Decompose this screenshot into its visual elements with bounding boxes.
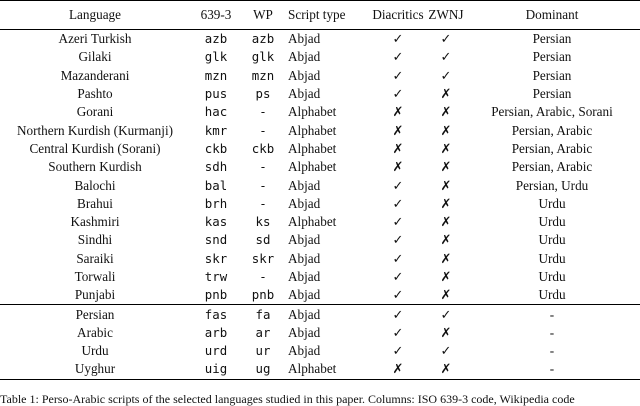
cell-script-type: Abjad xyxy=(288,343,321,359)
cell-zwnj: ✗ xyxy=(440,177,452,193)
table-row xyxy=(0,30,640,49)
cell-diacritics: ✓ xyxy=(392,86,404,102)
cell-diacritics: ✓ xyxy=(392,49,404,65)
cell-diacritics: ✓ xyxy=(392,250,404,266)
cell-wp-code: - xyxy=(259,195,267,211)
cell-iso-code: azb xyxy=(204,31,228,47)
cell-language: Gilaki xyxy=(78,49,112,65)
cell-script-type: Abjad xyxy=(288,324,321,340)
cell-diacritics: ✓ xyxy=(392,269,404,284)
cell-script-type: Abjad xyxy=(288,195,321,211)
cell-diacritics: ✓ xyxy=(392,177,404,193)
table-row xyxy=(0,67,640,85)
table-row xyxy=(0,360,640,379)
cell-wp-code: skr xyxy=(251,250,275,266)
cell-zwnj: ✓ xyxy=(440,49,452,65)
cell-wp-code: sd xyxy=(255,232,271,248)
cell-wp-code: - xyxy=(259,159,267,175)
cell-wp-code: - xyxy=(259,177,267,193)
cell-diacritics: ✓ xyxy=(392,232,404,248)
table-row xyxy=(0,324,640,342)
cell-iso-code: bal xyxy=(204,177,228,193)
table-row xyxy=(0,121,640,139)
cell-language: Persian xyxy=(0,305,190,324)
table-row xyxy=(0,286,640,305)
cell-language: Kashmiri xyxy=(70,214,120,230)
cell-language: Gorani xyxy=(76,104,114,120)
cell-zwnj: ✗ xyxy=(428,360,464,379)
cell-language: Brahui xyxy=(77,195,113,211)
cell-iso-code: ckb xyxy=(204,140,228,156)
cell-diacritics: ✓ xyxy=(392,287,404,303)
cell-diacritics: ✓ xyxy=(392,67,404,83)
cell-zwnj: ✗ xyxy=(440,269,452,284)
table-row xyxy=(0,158,640,176)
header-zwnj: ZWNJ xyxy=(428,1,464,30)
cell-zwnj: ✓ xyxy=(440,31,452,47)
cell-zwnj: ✗ xyxy=(440,159,452,175)
cell-dominant: Urdu xyxy=(538,269,566,284)
cell-wp-code: ug xyxy=(242,360,284,379)
cell-dominant: Persian, Arabic, Sorani xyxy=(491,104,613,120)
table-row xyxy=(0,250,640,268)
cell-language: Southern Kurdish xyxy=(48,159,142,175)
cell-wp-code: fa xyxy=(242,305,284,324)
table-row xyxy=(0,195,640,213)
cell-script-type: Abjad xyxy=(288,49,321,65)
cell-wp-code: ps xyxy=(255,86,271,102)
cell-script-type: Alphabet xyxy=(288,214,337,230)
header-wp: WP xyxy=(242,1,284,30)
cell-language: Punjabi xyxy=(74,287,116,303)
cell-zwnj: ✗ xyxy=(440,195,452,211)
cell-script-type: Alphabet xyxy=(288,159,337,175)
cell-dominant: Persian xyxy=(532,86,572,102)
cell-zwnj: ✗ xyxy=(440,122,452,138)
cell-dominant: Persian, Urdu xyxy=(515,177,589,193)
cell-script-type: Abjad xyxy=(288,86,321,102)
cell-language: Azeri Turkish xyxy=(58,31,132,47)
cell-zwnj: ✗ xyxy=(440,287,452,303)
table-row xyxy=(0,305,640,324)
cell-script-type: Alphabet xyxy=(288,122,337,138)
cell-zwnj: ✓ xyxy=(428,305,464,324)
cell-language: Sindhi xyxy=(77,232,113,248)
cell-zwnj: ✗ xyxy=(440,104,452,120)
cell-iso-code: brh xyxy=(204,195,228,211)
cell-dominant: - xyxy=(549,343,555,359)
cell-zwnj: ✗ xyxy=(440,232,452,248)
cell-iso-code: pnb xyxy=(204,287,228,303)
table-row xyxy=(0,140,640,158)
cell-dominant: Persian xyxy=(532,67,572,83)
cell-script-type: Abjad xyxy=(284,305,368,324)
cell-iso-code: skr xyxy=(204,250,228,266)
cell-wp-code: - xyxy=(259,104,267,120)
cell-script-type: Abjad xyxy=(288,177,321,193)
table-row xyxy=(0,231,640,249)
cell-script-type: Alphabet xyxy=(288,140,337,156)
cell-language: Balochi xyxy=(74,177,116,193)
header-dominant: Dominant xyxy=(464,1,640,30)
cell-zwnj: ✗ xyxy=(440,214,452,230)
cell-iso-code: kmr xyxy=(204,122,228,138)
cell-dominant: Persian xyxy=(532,49,572,65)
cell-dominant: Urdu xyxy=(538,214,566,230)
table-header-row xyxy=(0,1,640,30)
cell-dominant: - xyxy=(549,324,555,340)
table-row xyxy=(0,176,640,194)
cell-iso-code: fas xyxy=(190,305,242,324)
cell-language: Saraiki xyxy=(76,250,114,266)
cell-language: Northern Kurdish (Kurmanji) xyxy=(16,122,173,138)
cell-dominant: Urdu xyxy=(538,232,566,248)
cell-zwnj: ✗ xyxy=(440,324,452,340)
table-caption: Table 1: Perso-Arabic scripts of the selected languages studied in this paper. Columns: ISO 639-3 code, Wikipedia code xyxy=(0,392,575,406)
header-diacritics: Diacritics xyxy=(368,1,428,30)
cell-dominant: Persian, Arabic xyxy=(511,159,593,175)
cell-iso-code: arb xyxy=(204,324,228,340)
cell-wp-code: mzn xyxy=(251,67,275,83)
cell-iso-code: mzn xyxy=(204,67,228,83)
cell-wp-code: ks xyxy=(255,214,271,230)
cell-dominant: Persian xyxy=(532,31,572,47)
cell-iso-code: uig xyxy=(190,360,242,379)
cell-wp-code: glk xyxy=(251,49,275,65)
cell-script-type: Alphabet xyxy=(284,360,368,379)
table-row xyxy=(0,85,640,103)
cell-script-type: Abjad xyxy=(288,250,321,266)
header-iso: 639-3 xyxy=(190,1,242,30)
cell-zwnj: ✗ xyxy=(440,86,452,102)
cell-script-type: Abjad xyxy=(288,31,321,47)
cell-script-type: Abjad xyxy=(288,269,321,284)
cell-dominant: Urdu xyxy=(538,195,566,211)
cell-diacritics: ✓ xyxy=(392,195,404,211)
cell-diacritics: ✓ xyxy=(368,305,428,324)
cell-language: Arabic xyxy=(77,324,113,340)
table-row xyxy=(0,48,640,66)
cell-script-type: Alphabet xyxy=(288,104,337,120)
cell-wp-code: ckb xyxy=(251,140,275,156)
cell-iso-code: glk xyxy=(204,49,228,65)
cell-zwnj: ✓ xyxy=(440,343,452,359)
cell-dominant: Persian, Arabic xyxy=(511,140,593,156)
cell-diacritics: ✓ xyxy=(392,343,404,359)
cell-dominant: Persian, Arabic xyxy=(511,122,593,138)
cell-diacritics: ✗ xyxy=(392,122,404,138)
cell-zwnj: ✗ xyxy=(440,140,452,156)
cell-iso-code: snd xyxy=(204,232,228,248)
cell-dominant: - xyxy=(464,360,640,379)
cell-iso-code: pus xyxy=(204,86,228,102)
cell-zwnj: ✗ xyxy=(440,250,452,266)
cell-language: Uyghur xyxy=(0,360,190,379)
header-script-type: Script type xyxy=(284,1,368,30)
cell-dominant: Urdu xyxy=(538,287,566,303)
header-language: Language xyxy=(0,1,190,30)
cell-diacritics: ✓ xyxy=(392,324,404,340)
cell-diacritics: ✗ xyxy=(368,360,428,379)
cell-iso-code: sdh xyxy=(204,159,228,175)
cell-language: Torwali xyxy=(74,269,116,284)
table-row xyxy=(0,213,640,231)
cell-wp-code: azb xyxy=(251,31,275,47)
cell-diacritics: ✗ xyxy=(392,140,404,156)
cell-zwnj: ✓ xyxy=(440,67,452,83)
cell-diacritics: ✓ xyxy=(392,214,404,230)
cell-language: Urdu xyxy=(81,343,109,359)
cell-wp-code: ur xyxy=(255,343,271,359)
cell-language: Pashto xyxy=(77,86,113,102)
cell-iso-code: urd xyxy=(204,343,228,359)
cell-script-type: Abjad xyxy=(288,287,321,303)
cell-iso-code: hac xyxy=(204,104,228,120)
table-row xyxy=(0,268,640,286)
table-row xyxy=(0,103,640,121)
cell-iso-code: kas xyxy=(204,214,228,230)
cell-diacritics: ✓ xyxy=(392,31,404,47)
cell-script-type: Abjad xyxy=(288,232,321,248)
cell-wp-code: ar xyxy=(255,324,271,340)
cell-language: Central Kurdish (Sorani) xyxy=(29,140,161,156)
cell-dominant: - xyxy=(464,305,640,324)
cell-language: Mazanderani xyxy=(60,67,130,83)
cell-wp-code: - xyxy=(259,122,267,138)
cell-wp-code: pnb xyxy=(251,287,275,303)
cell-iso-code: trw xyxy=(204,269,228,284)
table-row xyxy=(0,342,640,360)
cell-diacritics: ✗ xyxy=(392,159,404,175)
cell-wp-code: - xyxy=(259,269,267,284)
cell-script-type: Abjad xyxy=(288,67,321,83)
cell-diacritics: ✗ xyxy=(392,104,404,120)
cell-dominant: Urdu xyxy=(538,250,566,266)
